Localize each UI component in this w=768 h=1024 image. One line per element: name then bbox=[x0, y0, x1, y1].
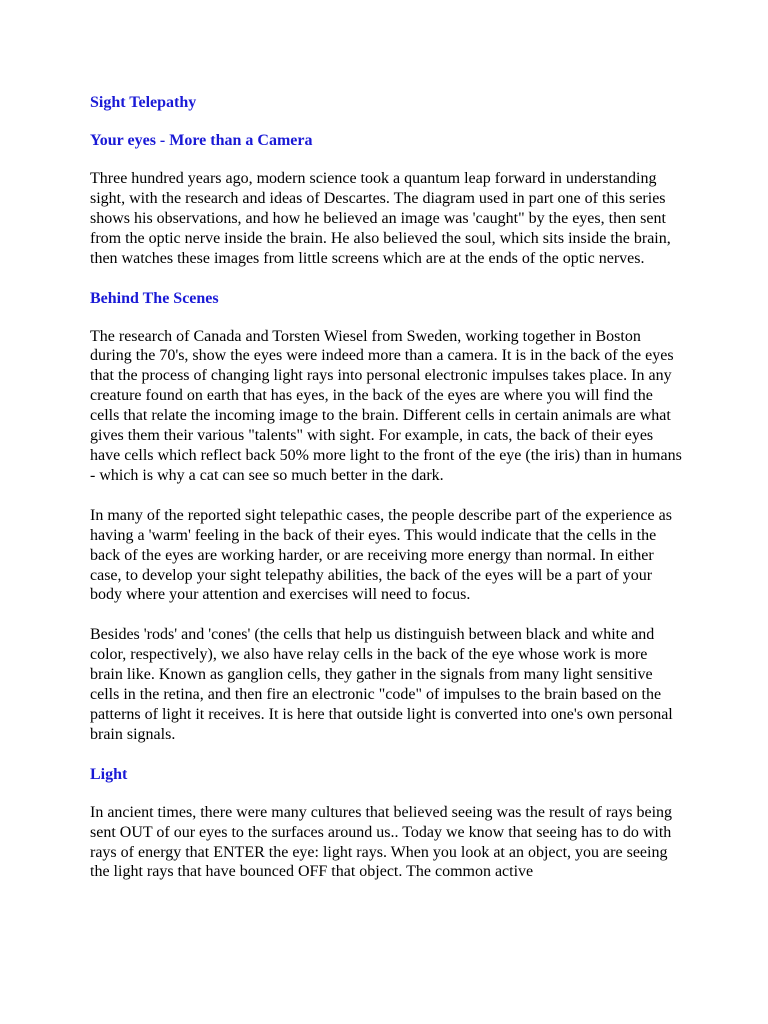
document-page bbox=[90, 93, 682, 882]
paragraph: In ancient times, there were many cultures that believed seeing was the result of rays being sent OUT of our eyes to the surfaces around us.. Today we know that seeing has to do with rays of energy that ENTER the eye: light rays. When you look at an object, you are seeing the light rays that have bounced OFF that object. The common active bbox=[90, 803, 673, 881]
paragraph: The research of Canada and Torsten Wiesel from Sweden, working together in Boston during the 70's, show the eyes were indeed more than a camera. It is in the back of the eyes that the process of changing light rays into personal electronic impulses takes place. In any creature found on earth that has eyes, in the back of the eyes are where you will find the cells that relate the incoming image to the brain. Different cells in certain animals are what gives them their various "talents" with sight. For example, in cats, the back of their eyes have cells which reflect back 50% more light to the front of the eye (the iris) than in humans - which is why a cat can see so much better in the dark. bbox=[90, 327, 682, 484]
paragraph: In many of the reported sight telepathic cases, the people describe part of the experience as having a 'warm' feeling in the back of their eyes. This would indicate that the cells in the back of the eyes are working harder, or are receiving more energy than normal. In either case, to develop your sight telepathy abilities, the back of the eyes will be a part of your body where your attention and exercises will need to focus. bbox=[90, 506, 672, 604]
section-heading-behind-the-scenes: Behind The Scenes bbox=[90, 289, 219, 307]
section-heading-eyes: Your eyes - More than a Camera bbox=[90, 132, 313, 149]
section-heading-light: Light bbox=[90, 765, 128, 783]
paragraph: Besides 'rods' and 'cones' (the cells that help us distinguish between black and white and color, respectively), we also have relay cells in the back of the eye whose work is more brain like. Known as ganglion cells, they gather in the signals from many light sensitive cells in the retina, and then fire an electronic "code" of impulses to the brain based on the patterns of light it receives. It is here that outside light is converted into one's own personal brain signals. bbox=[90, 626, 673, 743]
paragraph: Three hundred years ago, modern science took a quantum leap forward in understanding sight, with the research and ideas of Descartes. The diagram used in part one of this series shows his observations, and how he believed an image was 'caught" by the eyes, then sent from the optic nerve inside the brain. He also believed the soul, which sits inside the brain, then watches these images from little screens which are at the ends of the optic nerves. bbox=[90, 170, 671, 267]
document-title: Sight Telepathy bbox=[90, 94, 197, 111]
